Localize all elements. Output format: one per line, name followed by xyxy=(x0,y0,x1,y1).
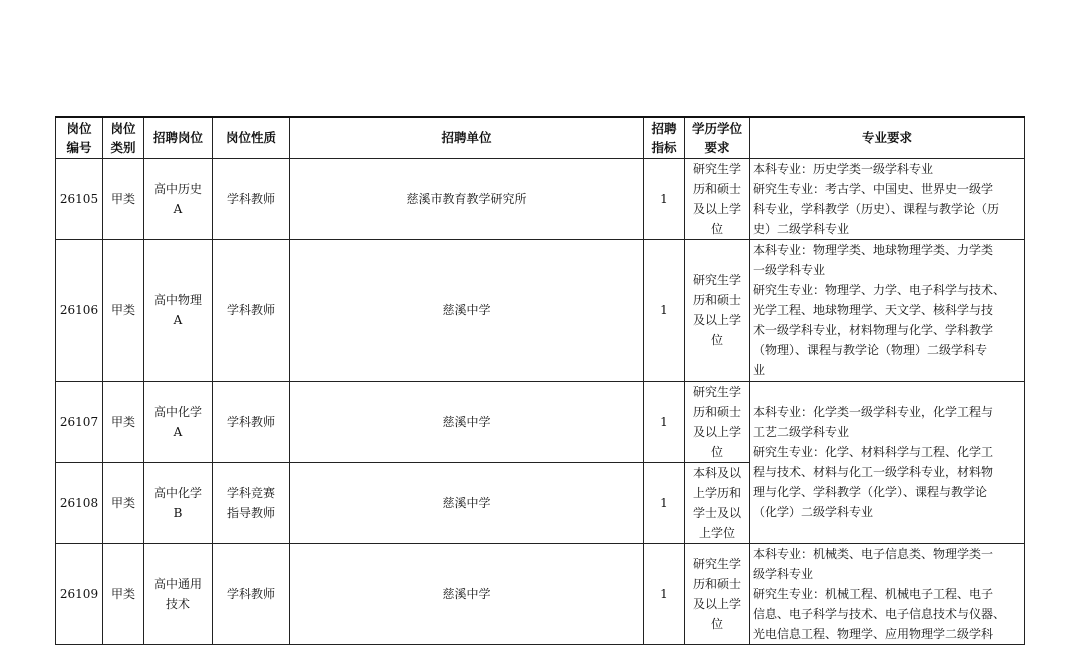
major-cell: 本科专业：历史学类一级学科专业 研究生专业：考古学、中国史、世界史一级学 科专业，学科教学（历史）、课程与教学论（历 史）二级学科专业 xyxy=(750,158,1025,239)
post-id-cell: 26106 xyxy=(56,239,103,381)
header-unit: 招聘单位 xyxy=(290,117,644,158)
quota-cell: 1 xyxy=(644,381,685,462)
quota-cell: 1 xyxy=(644,543,685,644)
post-type-cell: 甲类 xyxy=(103,158,144,239)
post-name-cell: 高中物理 A xyxy=(144,239,213,381)
post-id-cell: 26107 xyxy=(56,381,103,462)
unit-cell: 慈溪中学 xyxy=(290,462,644,543)
degree-cell: 本科及以 上学历和 学士及以 上学位 xyxy=(685,462,750,543)
post-nature-cell: 学科教师 xyxy=(213,239,290,381)
post-nature-cell: 学科教师 xyxy=(213,158,290,239)
quota-cell: 1 xyxy=(644,239,685,381)
post-name-cell: 高中通用 技术 xyxy=(144,543,213,644)
post-id-cell: 26109 xyxy=(56,543,103,644)
header-row xyxy=(56,117,1025,158)
major-cell: 本科专业：机械类、电子信息类、物理学类一 级学科专业 研究生专业：机械工程、机械电子工程、电子 信息、电子科学与技术、电子信息技术与仪器、 光电信息工程、物理学、应用物理学二级学科 xyxy=(750,543,1025,644)
table-row xyxy=(56,543,1025,644)
post-type-cell: 甲类 xyxy=(103,543,144,644)
table-row xyxy=(56,381,1025,462)
post-nature-cell: 学科教师 xyxy=(213,543,290,644)
header-post-nature: 岗位性质 xyxy=(213,117,290,158)
unit-cell: 慈溪中学 xyxy=(290,543,644,644)
degree-cell: 研究生学 历和硕士 及以上学 位 xyxy=(685,239,750,381)
header-post-name: 招聘岗位 xyxy=(144,117,213,158)
post-nature-cell: 学科教师 xyxy=(213,381,290,462)
table-row xyxy=(56,158,1025,239)
post-id-cell: 26108 xyxy=(56,462,103,543)
major-cell: 本科专业：物理学类、地球物理学类、力学类 一级学科专业 研究生专业：物理学、力学、电子科学与技术、 光学工程、地球物理学、天文学、核科学与技 术一级学科专业，材料物理与化学、学科教学 （物理）、课程与教学论（物理）二级学科专 业 xyxy=(750,239,1025,381)
major-cell: 本科专业：化学类一级学科专业，化学工程与 工艺二级学科专业 研究生专业：化学、材料科学与工程、化学工 程与技术、材料与化工一级学科专业，材料物 理与化学、学科教学（化学）、课程与教学论 （化学）二级学科专业 xyxy=(750,381,1025,543)
post-type-cell: 甲类 xyxy=(103,462,144,543)
quota-cell: 1 xyxy=(644,158,685,239)
header-post-type: 岗位 类别 xyxy=(103,117,144,158)
unit-cell: 慈溪中学 xyxy=(290,239,644,381)
header-quota: 招聘 指标 xyxy=(644,117,685,158)
quota-cell: 1 xyxy=(644,462,685,543)
header-degree: 学历学位 要求 xyxy=(685,117,750,158)
post-id-cell: 26105 xyxy=(56,158,103,239)
post-name-cell: 高中化学 A xyxy=(144,381,213,462)
post-type-cell: 甲类 xyxy=(103,381,144,462)
unit-cell: 慈溪市教育教学研究所 xyxy=(290,158,644,239)
post-type-cell: 甲类 xyxy=(103,239,144,381)
post-name-cell: 高中历史 A xyxy=(144,158,213,239)
degree-cell: 研究生学 历和硕士 及以上学 位 xyxy=(685,158,750,239)
degree-cell: 研究生学 历和硕士 及以上学 位 xyxy=(685,543,750,644)
header-major: 专业要求 xyxy=(750,117,1025,158)
post-nature-cell: 学科竞赛 指导教师 xyxy=(213,462,290,543)
recruitment-table xyxy=(55,116,1025,645)
header-post-id: 岗位 编号 xyxy=(56,117,103,158)
table-row xyxy=(56,239,1025,381)
unit-cell: 慈溪中学 xyxy=(290,381,644,462)
degree-cell: 研究生学 历和硕士 及以上学 位 xyxy=(685,381,750,462)
post-name-cell: 高中化学 B xyxy=(144,462,213,543)
